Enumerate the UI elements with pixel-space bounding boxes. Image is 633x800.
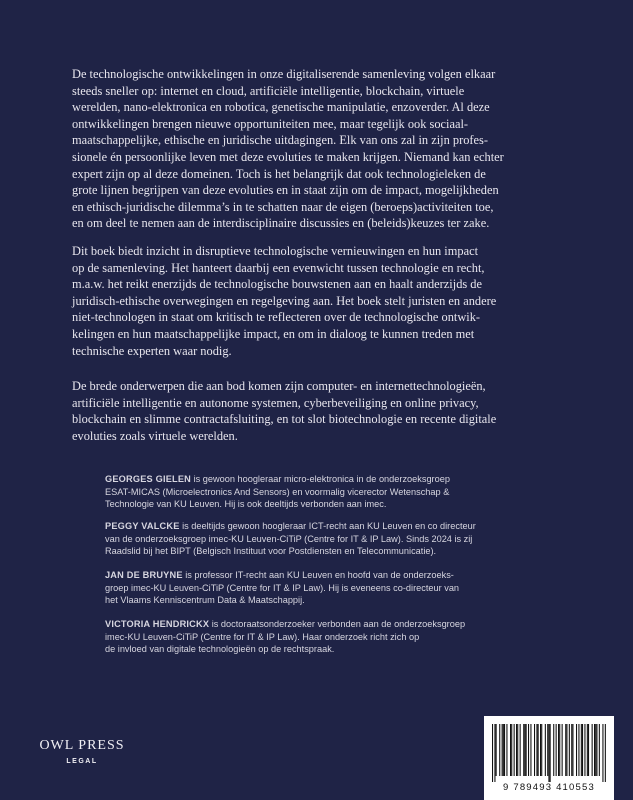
barcode-bar xyxy=(524,724,525,776)
barcode-bar xyxy=(499,724,500,776)
barcode-bar xyxy=(492,724,493,782)
barcode-bar xyxy=(605,724,606,782)
barcode-bar xyxy=(545,724,546,776)
barcode-bar xyxy=(548,724,549,782)
author-bio xyxy=(105,473,535,511)
text-line: juridisch-ethische overwegingen en regelgeving aan. Het boek stelt juristen en andere xyxy=(72,293,497,308)
barcode-bar xyxy=(494,724,495,782)
barcode-bar xyxy=(504,724,505,776)
author-bio-line: van de onderzoeksgroep imec-KU Leuven-CiTiP (Centre for IT & IP Law). Sinds 2024 is zij xyxy=(105,533,473,544)
barcode-bar xyxy=(503,724,504,776)
text-line: De technologische ontwikkelingen in onze digitaliserende samenleving volgen elkaar xyxy=(72,67,496,81)
text-line: De brede onderwerpen die aan bod komen zijn computer- en internettechnologieën, xyxy=(72,379,486,393)
barcode-bar xyxy=(556,724,557,776)
barcode-bar xyxy=(576,724,577,776)
text-line: sionele én persoonlijke leven met deze evoluties te maken krijgen. Niemand kan echter xyxy=(72,149,504,164)
text-line: werelden, nano-elektronica en robotica, genetische manipulatie, enzoverder. Al deze xyxy=(72,100,490,115)
barcode-bar xyxy=(595,724,596,776)
barcode-bar xyxy=(540,724,541,776)
text-line: blockchain en slimme contractafsluiting, en tot slot biotechnologie en recente digitale xyxy=(72,412,497,427)
barcode-bar xyxy=(587,724,588,776)
text-line: technische experten waar nodig. xyxy=(72,343,232,358)
text-line: evoluties zoals virtuele werelden. xyxy=(72,428,238,443)
barcode-bar xyxy=(594,724,595,776)
barcode-bar xyxy=(578,724,579,776)
barcode-bar xyxy=(569,724,570,776)
barcode-bar xyxy=(496,724,497,776)
publisher-imprint: LEGAL xyxy=(66,758,98,765)
barcode-bar xyxy=(506,724,507,776)
author-name: JAN DE BRUYNE xyxy=(105,570,183,580)
barcode-bar xyxy=(538,724,539,776)
author-bio-line: het Vlaams Kenniscentrum Data & Maatschappij. xyxy=(105,595,305,606)
barcode-bar xyxy=(572,724,573,776)
author-bio-line xyxy=(105,618,535,631)
barcode-bar xyxy=(502,724,503,776)
author-bio-line: de invloed van digitale technologieën op de rechtspraak. xyxy=(105,644,335,655)
barcode-bar xyxy=(571,724,572,776)
author-bio xyxy=(105,618,535,656)
publisher-name: OWL PRESS xyxy=(39,738,125,753)
barcode-bar xyxy=(514,724,515,776)
barcode-bar xyxy=(523,724,524,776)
barcode-bar xyxy=(541,724,542,776)
text-line: op de samenleving. Het hanteert daarbij een evenwicht tussen technologie en recht, xyxy=(72,260,485,275)
barcode-bar xyxy=(592,724,593,776)
barcode-bar xyxy=(581,724,582,776)
barcode-bar xyxy=(534,724,535,776)
author-bio-line xyxy=(105,473,535,486)
barcode-bar xyxy=(558,724,559,776)
barcode-bar xyxy=(510,724,511,776)
barcode-bar xyxy=(553,724,554,776)
author-name: PEGGY VALCKE xyxy=(105,521,180,531)
barcode-bar xyxy=(582,724,583,776)
barcode-bar xyxy=(559,724,560,776)
text-line: steeds sneller op: internet en cloud, artificiële intelligentie, blockchain, virtuele xyxy=(72,83,465,98)
text-line: en ethisch-juridische dilemma’s in te schatten naar de eigen (beroeps)activiteiten toe, xyxy=(72,199,494,214)
barcode-bar xyxy=(596,724,597,776)
text-line: kelingen en hun maatschappelijke impact, en om in dialoog te kunnen treden met xyxy=(72,326,475,341)
author-bio-text: is deeltijds gewoon hoogleraar ICT-recht aan KU Leuven en co directeur xyxy=(179,521,476,531)
barcode-bar xyxy=(528,724,529,776)
text-line: grote lijnen begrijpen van deze evoluties en in staat zijn om de impact, mogelijkheden xyxy=(72,183,499,198)
intro-paragraph xyxy=(72,66,567,232)
isbn-barcode xyxy=(484,716,614,800)
text-line: m.a.w. het reikt enerzijds de technologische bouwstenen aan en haalt anderzijds de xyxy=(72,277,482,292)
barcode-bar xyxy=(602,724,603,782)
text-line: artificiële intelligentie en autonome systemen, cyberbeveiliging en online privacy, xyxy=(72,395,479,410)
barcode-bar xyxy=(547,724,548,776)
author-bio-text: is doctoraatsonderzoeker verbonden aan de onderzoeksgroep xyxy=(209,619,466,629)
topics-paragraph xyxy=(72,378,567,444)
isbn-number: 9 789493 410553 xyxy=(503,782,595,793)
publisher-logo xyxy=(36,738,128,765)
author-bio-line: imec-KU Leuven-CiTiP (Centre for IT & IP Law). Haar onderzoek richt zich op xyxy=(105,631,420,642)
author-name: VICTORIA HENDRICKX xyxy=(105,619,210,629)
author-bio-line: Raadslid bij het BIPT (Belgisch Instituut voor Postdiensten en Telecommunicatie). xyxy=(105,546,437,557)
book-description-paragraph xyxy=(72,243,567,359)
barcode-bars xyxy=(492,724,606,782)
barcode-bar xyxy=(599,724,600,776)
barcode-bar xyxy=(516,724,517,776)
author-bio-line xyxy=(105,520,535,533)
text-line: Dit boek biedt inzicht in disruptieve technologische vernieuwingen en hun impact xyxy=(72,244,479,258)
author-bio-text: is gewoon hoogleraar micro-elektronica in de onderzoeksgroep xyxy=(191,474,450,484)
author-bio-line xyxy=(105,569,535,582)
barcode-bar xyxy=(520,724,521,776)
barcode-bar xyxy=(566,724,567,776)
barcode-bar xyxy=(530,724,531,776)
text-line: niet-technologen in staat om kritisch te reflecteren over de technologische ontwik- xyxy=(72,310,481,325)
text-line: en om deel te nemen aan de interdisciplinaire discussies en (beleids)keuzes ter zake. xyxy=(72,216,490,231)
barcode-bar xyxy=(526,724,527,776)
author-bio-line: ESAT-MICAS (Microelectronics And Sensors) en voormalig vicerector Wetenschap & xyxy=(105,486,450,497)
barcode-bar xyxy=(562,724,563,776)
barcode-bar xyxy=(584,724,585,776)
text-line: expert zijn op al deze domeinen. Toch is het belangrijk dat ook technologieleken de xyxy=(72,166,486,181)
text-line: maatschappelijke, ethische en juridische uitdagingen. Elk van ons zal in zijn profes- xyxy=(72,133,488,148)
barcode-bar xyxy=(511,724,512,776)
author-bio-line: groep imec-KU Leuven-CiTiP (Centre for IT & IP Law). Hij is eveneens co-directeur van xyxy=(105,582,460,593)
author-bio-line: Technologie van KU Leuven. Hij is ook deeltijds verbonden aan imec. xyxy=(105,499,387,510)
barcode-bar xyxy=(565,724,566,776)
text-line: ontwikkelingen brengen nieuwe opportuniteiten mee, maar tegelijk ook sociaal- xyxy=(72,116,469,131)
author-bio xyxy=(105,569,535,607)
author-bio-text: is professor IT-recht aan KU Leuven en hoofd van de onderzoeks- xyxy=(182,570,454,580)
barcode-bar xyxy=(550,724,551,782)
barcode-bar xyxy=(536,724,537,776)
barcode-bar xyxy=(517,724,518,776)
author-name: GEORGES GIELEN xyxy=(105,474,192,484)
barcode-bar xyxy=(588,724,589,776)
author-bio xyxy=(105,520,535,558)
